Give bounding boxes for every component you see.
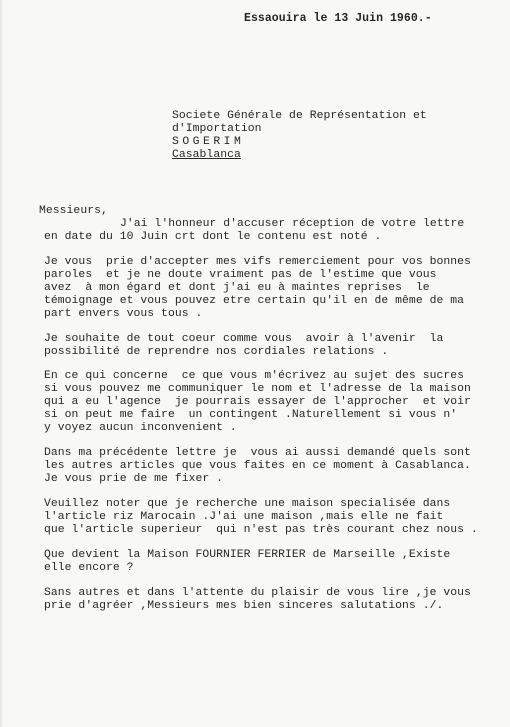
recipient-line-1: Societe Générale de Représentation et [172,110,427,122]
paragraph-2-line-3: avez à mon égard et dont j'ai eu à maintes reprises le [44,282,430,294]
paragraph-7-line-1: Que devient la Maison FOURNIER FERRIER de Marseille ,Existe [44,549,451,561]
paragraph-2-line-1: Je vous prie d'accepter mes vifs remerciement pour vos bonnes [44,256,471,268]
salutation: Messieurs, [39,205,108,217]
paragraph-2-line-5: part envers vous tous . [44,308,203,320]
paragraph-5-line-1: Dans ma précédente lettre je vous ai aussi demandé quels sont [44,447,471,459]
paragraph-4-line-5: y voyez aucun inconvenient . [44,422,237,434]
paragraph-6-line-1: Veuillez noter que je recherche une maison specialisée dans [44,498,451,510]
paragraph-4-line-3: qui a eu l'agence je pourrais essayer de l'approcher et voir [44,396,471,408]
recipient-line-2: d'Importation [172,123,262,135]
paragraph-6-line-3: que l'article superieur qui n'est pas très courant chez nous . [44,524,478,536]
letter-date: Essaouira le 13 Juin 1960.- [244,12,432,25]
paragraph-5-line-3: Je vous prie de me fixer . [44,473,224,485]
paragraph-4-line-1: En ce qui concerne ce que vous m'écrivez au sujet des sucres [44,370,465,382]
paragraph-6-line-2: l'article riz Marocain .J'ai une maison ,mais elle ne fait [44,511,444,523]
paragraph-4-line-2: si vous pouvez me communiquer le nom et l'adresse de la maison [44,383,471,395]
paragraph-1-line-2: en date du 10 Juin crt dont le contenu est noté . [44,231,382,243]
paragraph-2-line-2: paroles et je ne doute vraiment pas de l'estime que vous [44,269,437,281]
paragraph-8-line-2: prie d'agréer ,Messieurs mes bien sinceres salutations ./. [44,600,444,612]
paragraph-3-line-1: Je souhaite de tout coeur comme vous avoir à l'avenir la [44,333,444,345]
paragraph-2-line-4: témoignage et vous pouvez etre certain qu'il en de même de ma [44,295,465,307]
recipient-line-3: SOGERIM [172,136,245,148]
recipient-line-4: Casablanca [172,149,241,161]
paragraph-7-line-2: elle encore ? [44,562,134,574]
paragraph-4-line-4: si on peut me faire un contingent .Naturellement si vous n' [44,409,458,421]
paper-edge [0,0,4,727]
paragraph-3-line-2: possibilité de reprendre nos cordiales relations . [44,346,389,358]
paragraph-8-line-1: Sans autres et dans l'attente du plaisir de vous lire ,je vous [44,587,471,599]
paragraph-5-line-2: les autres articles que vous faites en ce moment à Casablanca. [44,460,471,472]
paragraph-1-line-1: J'ai l'honneur d'accuser réception de votre lettre [120,218,465,230]
